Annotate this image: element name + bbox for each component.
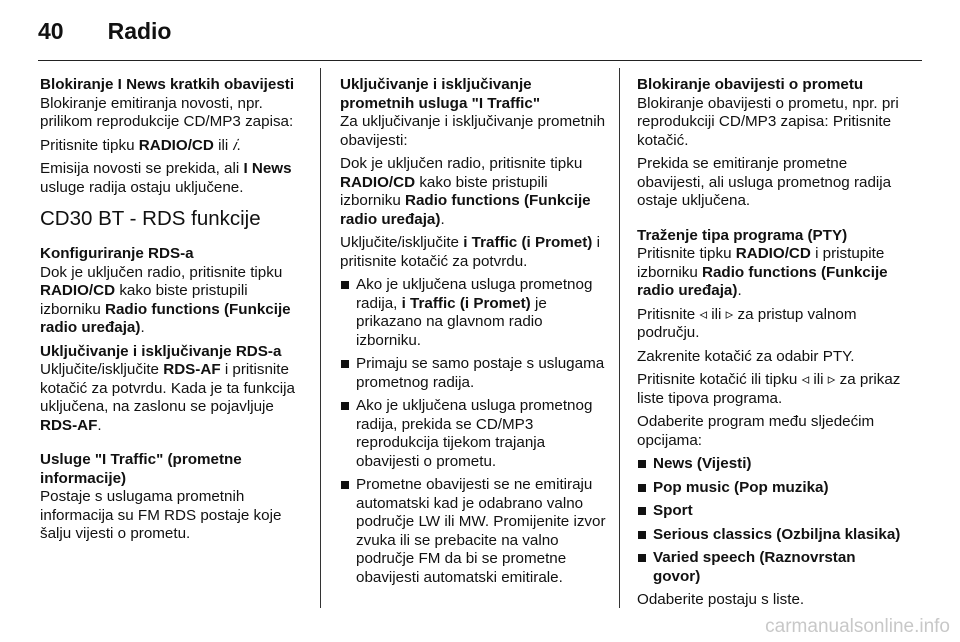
list-item: Ako je uključena usluga prometnog radija, prekida se CD/MP3 reprodukcija tijekom trajanja obavijesti o prometu. (340, 397, 610, 471)
paragraph: Za uključivanje i isključivanje prometnih obavijesti: (340, 113, 606, 149)
key-name: RADIO/CD (138, 136, 214, 154)
watermark: carmanualsonline.info (765, 616, 950, 637)
bullet-icon (341, 281, 349, 289)
paragraph: Pritisnite tipku RADIO/CD ili 𝑖. (40, 136, 241, 154)
program-type-list (637, 455, 907, 586)
paragraph: Pritisnite kotačić ili tipku ◃ ili ▹ za prikaz liste tipova programa. (637, 371, 901, 407)
paragraph: Odaberite postaju s liste. (637, 591, 805, 608)
list-item: Sport (637, 502, 907, 521)
paragraph: Zakrenite kotačić za odabir PTY. (637, 347, 855, 365)
bullet-icon (638, 507, 646, 515)
list-item: News (Vijesti) (637, 455, 907, 474)
column-1 (40, 76, 310, 549)
paragraph: Uključite/isključite RDS-AF i pritisnite kotačić za potvrdu. Kada je ta funkcija uključena, na zaslonu se pojavljuje RDS-AF. (40, 361, 295, 434)
paragraph: Dok je uključen radio, pritisnite tipku RADIO/CD kako biste pristupili izborniku Radio functions (Funkcije radio uređaja). (340, 155, 591, 228)
bullet-icon (638, 484, 646, 492)
paragraph: Blokiranje obavijesti o prometu, npr. pri reprodukciji CD/MP3 zapisa: Pritisnite kotačić. (637, 94, 899, 149)
paragraph: Pritisnite tipku RADIO/CD i pristupite izborniku Radio functions (Funkcije radio uređaja). (637, 245, 888, 299)
bullet-icon (341, 481, 349, 489)
info-icon: 𝑖 (232, 136, 237, 154)
section-heading-toggle-rds: Uključivanje i isključivanje RDS-a (40, 342, 282, 360)
key-name: I News (243, 160, 292, 177)
list-item: Prometne obavijesti se ne emitiraju automatski kad je odabrano valno područje LW ili MW. Promijenite izvor zvuka ili se prebacite na valno područje FM da bi se prometne obavijesti automatski emitirale. (340, 476, 610, 587)
bullet-icon (341, 360, 349, 368)
page-number: 40 (38, 18, 64, 44)
bullet-icon (638, 460, 646, 468)
column-divider-2 (619, 68, 620, 608)
header-divider (38, 60, 922, 61)
section-heading-pty: Traženje tipa programa (PTY) (637, 226, 848, 244)
list-item: Pop music (Pop muzika) (637, 479, 907, 498)
paragraph: Dok je uključen radio, pritisnite tipku RADIO/CD kako biste pristupili izborniku Radio functions (Funkcije radio uređaja). (40, 263, 291, 336)
paragraph: Odaberite program među sljedećim opcijama: (637, 413, 875, 449)
list-item: Primaju se samo postaje s uslugama prometnog radija. (340, 355, 610, 392)
bullet-icon (638, 531, 646, 539)
paragraph: Postaje s uslugama prometnih informacija su FM RDS postaje koje šalju vijesti o prometu. (40, 488, 282, 542)
column-divider-1 (320, 68, 321, 608)
section-heading-traffic-services: Usluge "I Traffic" (prometne informacije) (40, 451, 242, 487)
paragraph: Emisija novosti se prekida, ali I News usluge radija ostaju uključene. (40, 160, 292, 196)
column-2 (340, 76, 610, 592)
list-item: Serious classics (Ozbiljna klasika) (637, 526, 907, 545)
section-heading-toggle-traffic: Uključivanje i isključivanje prometnih usluga "I Traffic" (340, 76, 541, 112)
paragraph: Prekida se emitiranje prometne obavijesti, ali usluga prometnog radija ostaje uključena. (637, 155, 892, 209)
paragraph: Uključite/isključite i Traffic (i Promet) i pritisnite kotačić za potvrdu. (340, 234, 600, 270)
section-heading-news: Blokiranje I News kratkih obavijesti (40, 76, 295, 93)
section-heading-rds: CD30 BT - RDS funkcije (40, 207, 261, 230)
column-3 (637, 76, 907, 615)
paragraph: Pritisnite ◃ ili ▹ za pristup valnom području. (637, 305, 857, 341)
section-heading-block-traffic: Blokiranje obavijesti o prometu (637, 76, 864, 93)
paragraph: Blokiranje emitiranja novosti, npr. prilikom reprodukcije CD/MP3 zapisa: (40, 94, 294, 130)
page-header (38, 18, 171, 48)
chapter-title: Radio (107, 18, 172, 44)
list-item: Varied speech (Raznovrstan govor) (637, 549, 907, 586)
bullet-icon (638, 554, 646, 562)
section-heading-configure-rds: Konfiguriranje RDS-a (40, 245, 194, 262)
bullet-list (340, 276, 610, 587)
list-item: Ako je uključena usluga prometnog radija, i Traffic (i Promet) je prikazano na glavnom radio izborniku. (340, 276, 610, 350)
bullet-icon (341, 402, 349, 410)
